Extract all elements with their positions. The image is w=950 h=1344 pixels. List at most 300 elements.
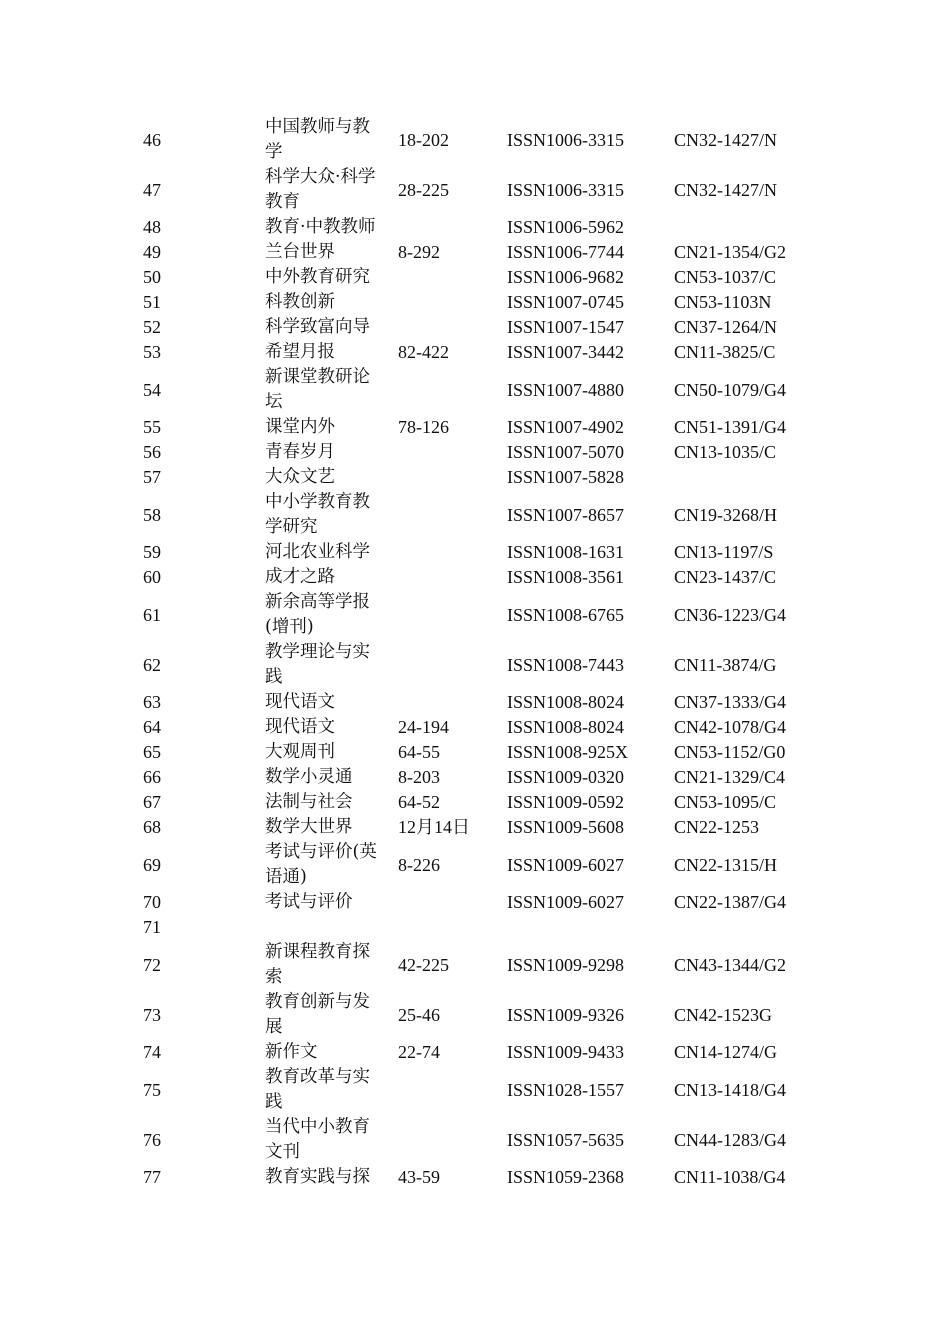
cn-number-cell (674, 1065, 814, 1115)
issn-number: ISSN1007-4902 (507, 417, 625, 437)
row-number-cell (143, 765, 265, 790)
journal-name: 考试与评价 (265, 892, 353, 912)
postal-code: 8-203 (398, 767, 440, 787)
postal-code: 78-126 (398, 417, 449, 437)
row-number-cell (143, 640, 265, 690)
postal-code-cell (398, 990, 507, 1040)
table-row (143, 115, 814, 165)
cn-number-cell (674, 790, 814, 815)
cn-number-cell (674, 1165, 814, 1190)
cn-number: CN22-1387/G4 (674, 892, 786, 912)
row-number-cell (143, 540, 265, 565)
journal-name: 课堂内外 (265, 417, 335, 437)
row-number-cell (143, 240, 265, 265)
row-number-cell (143, 815, 265, 840)
cn-number-cell (674, 215, 814, 240)
postal-code-cell (398, 815, 507, 840)
cn-number-cell (674, 640, 814, 690)
row-number: 65 (143, 742, 161, 762)
issn-number-cell (507, 940, 674, 990)
postal-code: 18-202 (398, 129, 449, 150)
journal-name-cell (265, 1065, 398, 1115)
journal-name: 现代语文 (265, 692, 335, 712)
row-number-cell (143, 740, 265, 765)
issn-number: ISSN1006-3315 (507, 179, 625, 200)
issn-number-cell (507, 315, 674, 340)
postal-code-cell (398, 540, 507, 565)
journal-name: 考试与评价(英语通) (265, 842, 377, 887)
row-number-cell (143, 565, 265, 590)
cn-number: CN37-1333/G4 (674, 692, 786, 712)
row-number: 67 (143, 792, 161, 812)
issn-number-cell (507, 815, 674, 840)
row-number: 53 (143, 342, 161, 362)
row-number: 77 (143, 1167, 161, 1187)
journal-name-cell (265, 115, 398, 165)
table-row (143, 365, 814, 415)
postal-code: 82-422 (398, 342, 449, 362)
cn-number-cell (674, 890, 814, 915)
table-row (143, 540, 814, 565)
journal-name-cell (265, 890, 398, 915)
cn-number: CN11-1038/G4 (674, 1167, 786, 1187)
row-number: 48 (143, 217, 161, 237)
journal-name: 科学致富向导 (265, 317, 370, 337)
journal-name: 中外教育研究 (265, 267, 370, 287)
table-row (143, 715, 814, 740)
issn-number: ISSN1009-9326 (507, 1004, 625, 1025)
journal-name: 兰台世界 (265, 242, 335, 262)
issn-number-cell (507, 165, 674, 215)
journal-name-cell (265, 815, 398, 840)
row-number-cell (143, 1165, 265, 1190)
issn-number-cell (507, 340, 674, 365)
row-number-cell (143, 890, 265, 915)
issn-number-cell (507, 490, 674, 540)
journal-name-cell (265, 1165, 398, 1190)
issn-number-cell (507, 540, 674, 565)
journal-name-cell (265, 940, 398, 990)
journal-name: 中小学教育教学研究 (265, 492, 370, 537)
row-number: 57 (143, 467, 161, 487)
row-number: 73 (143, 1004, 161, 1025)
postal-code: 25-46 (398, 1004, 440, 1025)
row-number: 54 (143, 379, 161, 400)
row-number-cell (143, 415, 265, 440)
cn-number-cell (674, 690, 814, 715)
journal-name: 中国教师与教学 (265, 117, 370, 162)
cn-number-cell (674, 365, 814, 415)
issn-number: ISSN1009-0592 (507, 792, 625, 812)
postal-code: 43-59 (398, 1167, 440, 1187)
cn-number-cell (674, 415, 814, 440)
row-number: 50 (143, 267, 161, 287)
row-number: 62 (143, 654, 161, 675)
cn-number-cell (674, 240, 814, 265)
postal-code: 28-225 (398, 179, 449, 200)
row-number: 76 (143, 1129, 161, 1150)
row-number: 56 (143, 442, 161, 462)
issn-number: ISSN1009-6027 (507, 892, 625, 912)
journal-name: 教育实践与探 (265, 1167, 370, 1187)
postal-code-cell (398, 915, 507, 940)
table-row (143, 915, 814, 940)
cn-number-cell (674, 290, 814, 315)
issn-number: ISSN1007-0745 (507, 292, 625, 312)
issn-number: ISSN1009-9298 (507, 954, 625, 975)
issn-number-cell (507, 1165, 674, 1190)
cn-number-cell (674, 265, 814, 290)
journal-name-cell (265, 640, 398, 690)
postal-code-cell (398, 365, 507, 415)
journal-name-cell (265, 165, 398, 215)
issn-number-cell (507, 890, 674, 915)
postal-code-cell (398, 465, 507, 490)
journal-name-cell (265, 315, 398, 340)
issn-number: ISSN1059-2368 (507, 1167, 625, 1187)
journal-name: 教育·中教教师 (265, 217, 376, 237)
journal-name-cell (265, 765, 398, 790)
issn-number: ISSN1008-925X (507, 742, 629, 762)
row-number-cell (143, 365, 265, 415)
issn-number: ISSN1009-6027 (507, 854, 625, 875)
journal-name: 河北农业科学 (265, 542, 370, 562)
postal-code: 64-52 (398, 792, 440, 812)
cn-number-cell (674, 540, 814, 565)
row-number-cell (143, 1065, 265, 1115)
journal-name-cell (265, 265, 398, 290)
cn-number: CN13-1418/G4 (674, 1079, 786, 1100)
postal-code-cell (398, 165, 507, 215)
postal-code-cell (398, 1165, 507, 1190)
table-row (143, 290, 814, 315)
table-row (143, 415, 814, 440)
cn-number-cell (674, 740, 814, 765)
issn-number-cell (507, 590, 674, 640)
cn-number: CN37-1264/N (674, 317, 777, 337)
table-row (143, 165, 814, 215)
postal-code-cell (398, 890, 507, 915)
postal-code-cell (398, 840, 507, 890)
journal-name: 教育创新与发展 (265, 992, 370, 1037)
table-row (143, 440, 814, 465)
journal-name: 数学大世界 (265, 817, 353, 837)
row-number-cell (143, 290, 265, 315)
issn-number-cell (507, 465, 674, 490)
cn-number-cell (674, 315, 814, 340)
issn-number-cell (507, 565, 674, 590)
issn-number-cell (507, 715, 674, 740)
row-number-cell (143, 115, 265, 165)
table-row (143, 215, 814, 240)
journal-name-cell (265, 690, 398, 715)
issn-number-cell (507, 1040, 674, 1065)
cn-number-cell (674, 165, 814, 215)
cn-number: CN42-1078/G4 (674, 717, 786, 737)
cn-number: CN14-1274/G (674, 1042, 777, 1062)
cn-number: CN36-1223/G4 (674, 604, 786, 625)
issn-number: ISSN1028-1557 (507, 1079, 625, 1100)
postal-code-cell (398, 215, 507, 240)
table-row (143, 690, 814, 715)
row-number: 51 (143, 292, 161, 312)
cn-number: CN19-3268/H (674, 504, 777, 525)
issn-number: ISSN1057-5635 (507, 1129, 625, 1150)
cn-number: CN53-1103N (674, 292, 772, 312)
journal-table (143, 115, 814, 1190)
issn-number: ISSN1006-5962 (507, 217, 625, 237)
journal-name-cell (265, 490, 398, 540)
row-number: 63 (143, 692, 161, 712)
postal-code-cell (398, 590, 507, 640)
table-row (143, 765, 814, 790)
row-number: 47 (143, 179, 161, 200)
issn-number: ISSN1007-5828 (507, 467, 625, 487)
postal-code-cell (398, 690, 507, 715)
row-number: 72 (143, 954, 161, 975)
cn-number: CN32-1427/N (674, 179, 777, 200)
table-row (143, 740, 814, 765)
row-number-cell (143, 1040, 265, 1065)
cn-number-cell (674, 115, 814, 165)
row-number: 61 (143, 604, 161, 625)
postal-code-cell (398, 715, 507, 740)
row-number-cell (143, 940, 265, 990)
row-number: 70 (143, 892, 161, 912)
journal-name-cell (265, 365, 398, 415)
issn-number-cell (507, 115, 674, 165)
table-row (143, 640, 814, 690)
issn-number-cell (507, 765, 674, 790)
issn-number: ISSN1007-4880 (507, 379, 625, 400)
row-number: 60 (143, 567, 161, 587)
postal-code-cell (398, 415, 507, 440)
issn-number: ISSN1008-3561 (507, 567, 625, 587)
issn-number-cell (507, 1115, 674, 1165)
cn-number-cell (674, 765, 814, 790)
postal-code-cell (398, 440, 507, 465)
issn-number: ISSN1006-7744 (507, 242, 625, 262)
row-number-cell (143, 915, 265, 940)
cn-number-cell (674, 715, 814, 740)
cn-number: CN13-1035/C (674, 442, 777, 462)
row-number-cell (143, 590, 265, 640)
postal-code: 12月14日 (398, 817, 470, 837)
journal-name: 当代中小教育文刊 (265, 1117, 370, 1162)
row-number: 52 (143, 317, 161, 337)
postal-code-cell (398, 1115, 507, 1165)
postal-code-cell (398, 740, 507, 765)
issn-number: ISSN1008-7443 (507, 654, 625, 675)
issn-number-cell (507, 990, 674, 1040)
journal-name-cell (265, 240, 398, 265)
cn-number: CN21-1329/C4 (674, 767, 786, 787)
issn-number: ISSN1007-1547 (507, 317, 625, 337)
cn-number: CN42-1523G (674, 1004, 772, 1025)
cn-number-cell (674, 340, 814, 365)
issn-number-cell (507, 265, 674, 290)
journal-name: 教育改革与实践 (265, 1067, 370, 1112)
cn-number-cell (674, 590, 814, 640)
journal-name: 教学理论与实践 (265, 642, 370, 687)
row-number-cell (143, 690, 265, 715)
cn-number-cell (674, 940, 814, 990)
table-row (143, 1040, 814, 1065)
cn-number: CN43-1344/G2 (674, 954, 786, 975)
row-number-cell (143, 490, 265, 540)
postal-code-cell (398, 1040, 507, 1065)
issn-number: ISSN1007-3442 (507, 342, 625, 362)
postal-code-cell (398, 790, 507, 815)
postal-code-cell (398, 490, 507, 540)
row-number: 55 (143, 417, 161, 437)
row-number: 75 (143, 1079, 161, 1100)
issn-number-cell (507, 415, 674, 440)
issn-number-cell (507, 240, 674, 265)
cn-number-cell (674, 815, 814, 840)
issn-number: ISSN1008-1631 (507, 542, 625, 562)
postal-code-cell (398, 565, 507, 590)
issn-number: ISSN1006-9682 (507, 267, 625, 287)
row-number-cell (143, 840, 265, 890)
row-number: 74 (143, 1042, 161, 1062)
cn-number-cell (674, 1040, 814, 1065)
row-number-cell (143, 165, 265, 215)
issn-number-cell (507, 365, 674, 415)
issn-number-cell (507, 215, 674, 240)
journal-name-cell (265, 990, 398, 1040)
row-number-cell (143, 990, 265, 1040)
cn-number: CN11-3874/G (674, 654, 777, 675)
issn-number: ISSN1009-0320 (507, 767, 625, 787)
postal-code-cell (398, 940, 507, 990)
journal-name: 现代语文 (265, 717, 335, 737)
table-row (143, 1065, 814, 1115)
postal-code-cell (398, 290, 507, 315)
journal-name: 科学大众·科学教育 (265, 167, 376, 212)
table-row (143, 790, 814, 815)
row-number: 69 (143, 854, 161, 875)
issn-number-cell (507, 690, 674, 715)
postal-code-cell (398, 340, 507, 365)
journal-name-cell (265, 415, 398, 440)
issn-number: ISSN1009-5608 (507, 817, 625, 837)
row-number-cell (143, 440, 265, 465)
journal-name: 数学小灵通 (265, 767, 353, 787)
journal-name-cell (265, 1115, 398, 1165)
cn-number-cell (674, 465, 814, 490)
journal-name-cell (265, 1040, 398, 1065)
journal-table-body (143, 115, 814, 1190)
row-number: 64 (143, 717, 161, 737)
cn-number: CN50-1079/G4 (674, 379, 786, 400)
issn-number: ISSN1008-6765 (507, 604, 625, 625)
row-number-cell (143, 790, 265, 815)
table-row (143, 565, 814, 590)
table-row (143, 465, 814, 490)
issn-number: ISSN1009-9433 (507, 1042, 625, 1062)
table-row (143, 840, 814, 890)
table-row (143, 340, 814, 365)
issn-number-cell (507, 740, 674, 765)
journal-name-cell (265, 340, 398, 365)
cn-number-cell (674, 990, 814, 1040)
journal-name: 大众文艺 (265, 467, 335, 487)
table-row (143, 815, 814, 840)
journal-name: 青春岁月 (265, 442, 335, 462)
journal-name: 大观周刊 (265, 742, 335, 762)
issn-number: ISSN1006-3315 (507, 129, 625, 150)
cn-number-cell (674, 840, 814, 890)
journal-name: 希望月报 (265, 342, 335, 362)
postal-code-cell (398, 315, 507, 340)
cn-number: CN53-1152/G0 (674, 742, 786, 762)
journal-name-cell (265, 215, 398, 240)
journal-name-cell (265, 915, 398, 940)
cn-number: CN23-1437/C (674, 567, 777, 587)
row-number: 49 (143, 242, 161, 262)
row-number-cell (143, 215, 265, 240)
row-number: 71 (143, 917, 161, 937)
table-row (143, 490, 814, 540)
journal-name-cell (265, 565, 398, 590)
journal-name: 新余高等学报(增刊) (265, 592, 370, 637)
issn-number: ISSN1008-8024 (507, 692, 625, 712)
issn-number: ISSN1008-8024 (507, 717, 625, 737)
row-number: 66 (143, 767, 161, 787)
row-number-cell (143, 265, 265, 290)
cn-number: CN51-1391/G4 (674, 417, 786, 437)
issn-number-cell (507, 840, 674, 890)
table-row (143, 315, 814, 340)
row-number: 59 (143, 542, 161, 562)
table-row (143, 940, 814, 990)
cn-number-cell (674, 565, 814, 590)
journal-name: 成才之路 (265, 567, 335, 587)
row-number-cell (143, 315, 265, 340)
issn-number-cell (507, 1065, 674, 1115)
row-number-cell (143, 340, 265, 365)
cn-number-cell (674, 1115, 814, 1165)
issn-number: ISSN1007-8657 (507, 504, 625, 525)
postal-code: 22-74 (398, 1042, 440, 1062)
table-row (143, 1165, 814, 1190)
journal-name: 新作文 (265, 1042, 318, 1062)
journal-name: 科教创新 (265, 292, 335, 312)
journal-name-cell (265, 290, 398, 315)
cn-number-cell (674, 490, 814, 540)
cn-number: CN22-1253 (674, 817, 759, 837)
table-row (143, 1115, 814, 1165)
table-row (143, 890, 814, 915)
journal-name-cell (265, 790, 398, 815)
postal-code-cell (398, 1065, 507, 1115)
cn-number-cell (674, 440, 814, 465)
cn-number: CN11-3825/C (674, 342, 776, 362)
postal-code: 64-55 (398, 742, 440, 762)
postal-code: 8-226 (398, 854, 440, 875)
journal-name: 新课程教育探索 (265, 942, 370, 987)
postal-code-cell (398, 765, 507, 790)
table-row (143, 240, 814, 265)
journal-name-cell (265, 715, 398, 740)
cn-number: CN44-1283/G4 (674, 1129, 786, 1150)
postal-code: 8-292 (398, 242, 440, 262)
journal-name-cell (265, 740, 398, 765)
row-number: 58 (143, 504, 161, 525)
journal-name-cell (265, 590, 398, 640)
postal-code-cell (398, 640, 507, 690)
